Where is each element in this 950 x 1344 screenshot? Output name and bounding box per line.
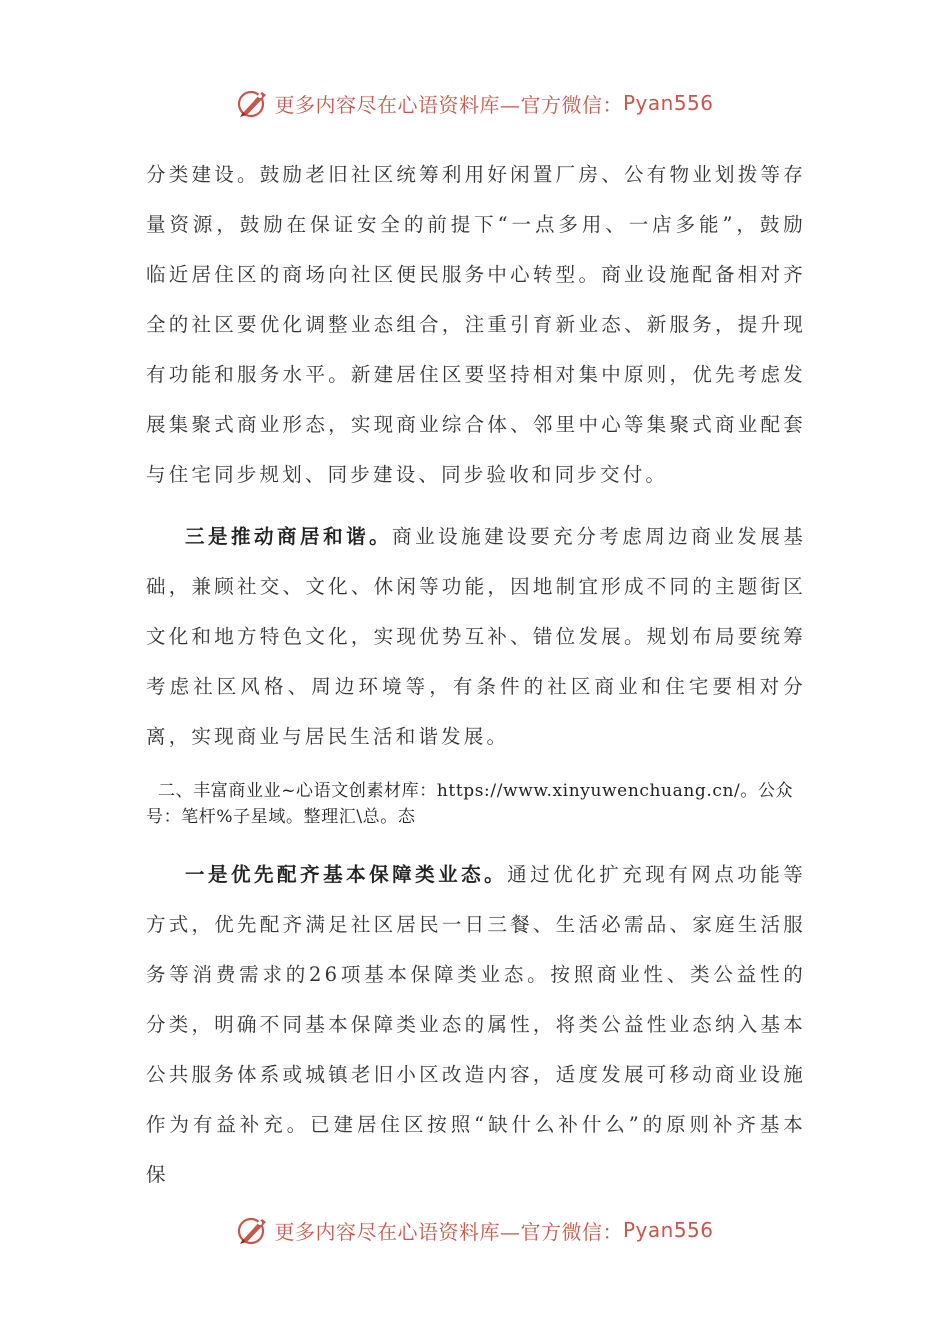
paragraph-lead: 三是推动商居和谐。 bbox=[185, 525, 393, 548]
footer-banner bbox=[0, 1210, 950, 1250]
banner-text: 更多内容尽在心语资料库—官方微信： bbox=[274, 1219, 623, 1244]
paragraph bbox=[146, 512, 806, 762]
pen-circle-logo-icon bbox=[236, 1213, 270, 1247]
document-body bbox=[146, 150, 806, 1200]
paragraph-body: 商业设施建设要充分考虑周边商业发展基础，兼顾社交、文化、休闲等功能，因地制宜形成不同的主题街区文化和地方特色文化，实现优势互补、错位发展。规划布局要统筹考虑社区风格、周边环境等，有条件的社区商业和住宅要相对分离，实现商业与居民生活和谐发展。 bbox=[146, 525, 806, 748]
pen-circle-logo-icon bbox=[236, 86, 270, 120]
header-banner bbox=[0, 83, 950, 123]
banner-wechat-id: Pyan556 bbox=[622, 1218, 714, 1242]
banner-wechat-id: Pyan556 bbox=[622, 91, 714, 115]
banner-text: 更多内容尽在心语资料库—官方微信： bbox=[274, 92, 623, 117]
paragraph-lead: 一是优先配齐基本保障类业态。 bbox=[185, 863, 508, 886]
paragraph-body: 通过优化扩充现有网点功能等方式，优先配齐满足社区居民一日三餐、生活必需品、家庭生活服务等消费需求的26项基本保障类业态。按照商业性、类公益性的分类，明确不同基本保障类业态的属性，将类公益性业态纳入基本公共服务体系或城镇老旧小区改造内容，适度发展可移动商业设施作为有益补充。已建居住区按照“缺什么补什么”的原则补齐基本保 bbox=[146, 863, 806, 1186]
section-heading: 二、丰富商业业~心语文创素材库：https://www.xinyuwenchuang.cn/。公众号：笔杆%子星域。整理汇\总。态 bbox=[146, 781, 794, 827]
paragraph: 分类建设。鼓励老旧社区统筹利用好闲置厂房、公有物业划拨等存量资源，鼓励在保证安全的前提下“一点多用、一店多能”，鼓励临近居住区的商场向社区便民服务中心转型。商业设施配备相对齐全的社区要优化调整业态组合，注重引育新业态、新服务，提升现有功能和服务水平。新建居住区要坚持相对集中原则，优先考虑发展集聚式商业形态，实现商业综合体、邻里中心等集聚式商业配套与住宅同步规划、同步建设、同步验收和同步交付。 bbox=[146, 163, 806, 486]
paragraph bbox=[146, 850, 806, 1200]
